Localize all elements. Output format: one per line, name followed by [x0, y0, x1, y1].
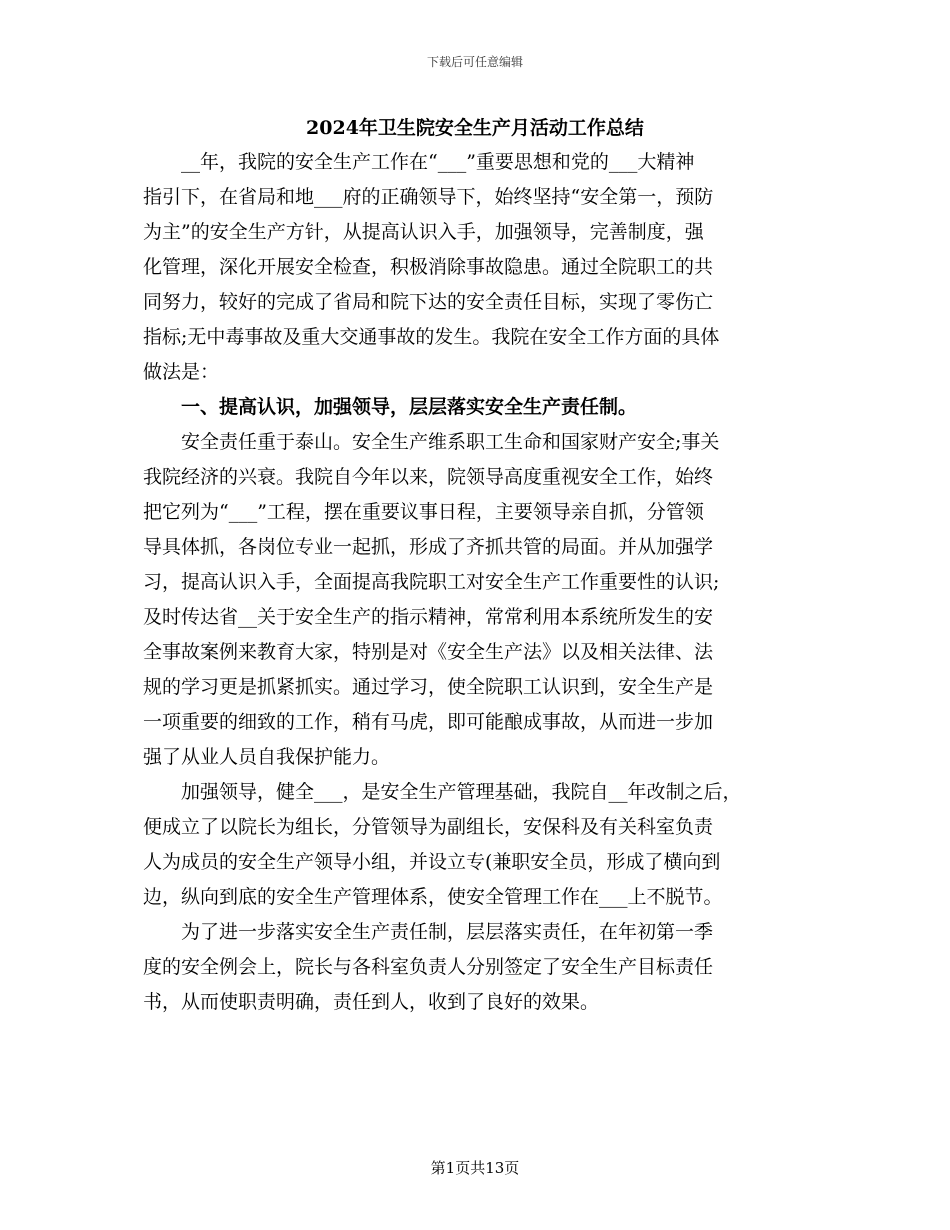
- text-line: 把它列为“___”工程，摆在重要议事日程，主要领导亲自抓，分管领: [143, 501, 704, 523]
- document-body: [143, 145, 807, 1020]
- text-line: 强了从业人员自我保护能力。: [143, 746, 391, 768]
- text-line: 为主”的安全生产方针，从提高认识入手，加强领导，完善制度，强: [143, 221, 704, 243]
- paragraph-leadership: [143, 775, 807, 915]
- text-line: 习，提高认识入手，全面提高我院职工对安全生产工作重要性的认识;: [143, 571, 720, 593]
- paragraph-intro: [143, 145, 807, 390]
- text-line: 我院经济的兴衰。我院自今年以来，院领导高度重视安全工作，始终: [143, 466, 714, 488]
- paragraph-responsibility: [143, 425, 807, 775]
- page-number-footer: 第1页共13页: [430, 1159, 520, 1177]
- text-line: 同努力，较好的完成了省局和院下达的安全责任目标，实现了零伤亡: [143, 291, 714, 313]
- text-line: 一、提高认识，加强领导，层层落实安全生产责任制。: [181, 396, 638, 418]
- text-line: 便成立了以院长为组长，分管领导为副组长，安保科及有关科室负责: [143, 816, 714, 838]
- text-line: 指标;无中毒事故及重大交通事故的发生。我院在安全工作方面的具体: [143, 326, 720, 348]
- text-line: 及时传达省__关于安全生产的指示精神，常常利用本系统所发生的安: [143, 606, 714, 628]
- text-line: 边，纵向到底的安全生产管理体系，使安全管理工作在___上不脱节。: [143, 886, 723, 908]
- header-note: 下载后可任意编辑: [426, 55, 523, 69]
- text-line: 一项重要的细致的工作，稍有马虎，即可能酿成事故，从而进一步加: [143, 711, 714, 733]
- text-line: 做法是：: [143, 361, 220, 383]
- text-line: 化管理，深化开展安全检查，积极消除事故隐患。通过全院职工的共: [143, 256, 714, 278]
- text-line: 人为成员的安全生产领导小组，并设立专(兼职安全员，形成了横向到: [143, 851, 721, 873]
- document-title: 2024年卫生院安全生产月活动工作总结: [306, 117, 644, 139]
- paragraph-targets: [143, 915, 807, 1020]
- text-line: 规的学习更是抓紧抓实。通过学习，使全院职工认识到，安全生产是: [143, 676, 714, 698]
- text-line: 全事故案例来教育大家，特别是对《安全生产法》以及相关法律、法: [143, 641, 714, 663]
- text-line: 书，从而使职责明确，责任到人，收到了良好的效果。: [143, 991, 600, 1013]
- text-line: __年，我院的安全生产工作在“___”重要思想和党的___大精神: [181, 151, 695, 173]
- text-line: 指引下，在省局和地___府的正确领导下，始终坚持“安全第一，预防: [143, 186, 714, 208]
- text-line: 导具体抓，各岗位专业一起抓，形成了齐抓共管的局面。并从加强学: [143, 536, 714, 558]
- text-line: 为了进一步落实安全生产责任制，层层落实责任，在年初第一季: [181, 921, 714, 943]
- text-line: 度的安全例会上，院长与各科室负责人分别签定了安全生产目标责任: [143, 956, 714, 978]
- text-line: 加强领导，健全___，是安全生产管理基础，我院自__年改制之后，: [181, 781, 742, 803]
- section-heading: [143, 390, 807, 425]
- text-line: 安全责任重于泰山。安全生产维系职工生命和国家财产安全;事关: [181, 431, 720, 453]
